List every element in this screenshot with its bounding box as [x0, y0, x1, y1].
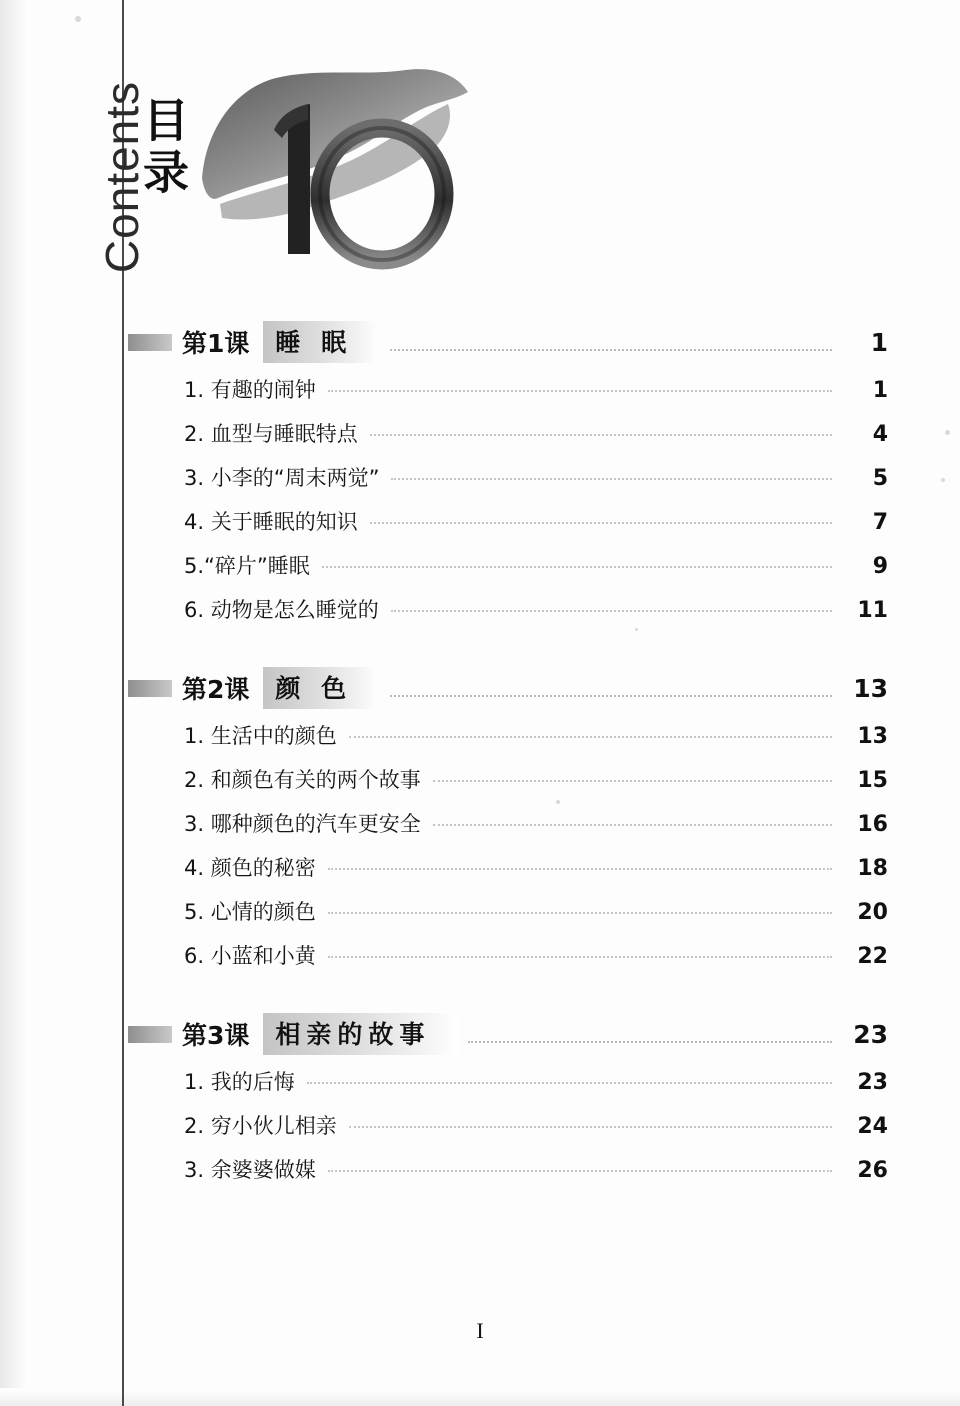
chapter-label: 第1课	[182, 329, 250, 358]
list-item[interactable]	[128, 418, 888, 462]
table-of-contents	[128, 320, 888, 1204]
leader-dots	[391, 610, 832, 612]
entry-page-number: 24	[857, 1114, 888, 1139]
entry-page-number: 16	[857, 812, 888, 837]
leader-dots	[307, 1082, 832, 1084]
entry-text: 2. 和颜色有关的两个故事	[184, 768, 421, 792]
chapter-page-number: 13	[853, 673, 888, 703]
entry-page-number: 4	[872, 422, 888, 447]
list-item[interactable]	[128, 374, 888, 418]
entry-text: 3. 余婆婆做媒	[184, 1158, 316, 1182]
leader-dots	[349, 736, 832, 738]
entry-text: 4. 关于睡眠的知识	[184, 510, 358, 534]
list-item[interactable]	[128, 594, 888, 638]
chapter-title: 颜 色	[275, 674, 353, 703]
chapter-label: 第2课	[182, 675, 250, 704]
leader-dots	[391, 478, 832, 480]
scan-edge-left	[0, 0, 30, 1406]
scan-edge-bottom	[0, 1388, 960, 1406]
list-item[interactable]	[128, 550, 888, 594]
entry-text: 6. 小蓝和小黄	[184, 944, 316, 968]
entry-page-number: 26	[857, 1158, 888, 1183]
entry-text: 3. 哪种颜色的汽车更安全	[184, 812, 421, 836]
leader-dots	[328, 390, 832, 392]
chapter-marker-icon	[128, 1026, 172, 1043]
list-item[interactable]	[128, 808, 888, 852]
entry-text: 2. 穷小伙儿相亲	[184, 1114, 337, 1138]
chapter-block	[128, 1012, 888, 1198]
chapter-block	[128, 320, 888, 638]
scan-speck	[945, 430, 950, 435]
scan-speck	[941, 478, 945, 482]
leader-dots	[433, 780, 832, 782]
list-item[interactable]	[128, 462, 888, 506]
chapter-marker-icon	[128, 680, 172, 697]
chapter-title-box	[263, 1013, 458, 1055]
section-spacer	[128, 990, 888, 1012]
chapter-title: 相亲的故事	[275, 1020, 431, 1049]
entry-page-number: 11	[857, 598, 888, 623]
decorative-brush-number-10	[196, 58, 486, 273]
entry-text: 6. 动物是怎么睡觉的	[184, 598, 379, 622]
chapter-heading[interactable]	[128, 666, 888, 710]
chapter-title-box	[263, 321, 380, 363]
leader-dots	[370, 522, 832, 524]
list-item[interactable]	[128, 506, 888, 550]
leader-dots	[328, 1170, 832, 1172]
leader-dots	[468, 1025, 832, 1043]
chapter-title: 睡 眠	[275, 328, 353, 357]
list-item[interactable]	[128, 940, 888, 984]
list-item[interactable]	[128, 896, 888, 940]
chapter-title-box	[263, 667, 380, 709]
leader-dots	[328, 956, 832, 958]
scan-speck	[75, 16, 81, 22]
page-folio: I	[476, 1318, 484, 1343]
leader-dots	[370, 434, 832, 436]
chapter-block	[128, 666, 888, 984]
leader-dots	[390, 333, 832, 351]
leader-dots	[328, 868, 832, 870]
entry-page-number: 23	[857, 1070, 888, 1095]
chapter-page-number: 1	[870, 327, 888, 357]
list-item[interactable]	[128, 764, 888, 808]
entry-page-number: 7	[872, 510, 888, 535]
list-item[interactable]	[128, 852, 888, 896]
entry-page-number: 1	[872, 378, 888, 403]
page-title: 目录	[136, 96, 190, 200]
entry-text: 1. 有趣的闹钟	[184, 378, 316, 402]
leader-dots	[349, 1126, 832, 1128]
entry-page-number: 20	[857, 900, 888, 925]
section-spacer	[128, 644, 888, 666]
chapter-label: 第3课	[182, 1021, 250, 1050]
list-item[interactable]	[128, 720, 888, 764]
entry-page-number: 15	[857, 768, 888, 793]
entry-text: 2. 血型与睡眠特点	[184, 422, 358, 446]
leader-dots	[390, 679, 832, 697]
entry-text: 4. 颜色的秘密	[184, 856, 316, 880]
contents-vertical-label: Contents	[96, 80, 148, 274]
list-item[interactable]	[128, 1110, 888, 1154]
entry-text: 5.“碎片”睡眠	[184, 554, 310, 578]
entry-text: 1. 生活中的颜色	[184, 724, 337, 748]
entry-page-number: 5	[872, 466, 888, 491]
entry-page-number: 22	[857, 944, 888, 969]
chapter-heading[interactable]	[128, 1012, 888, 1056]
entry-text: 1. 我的后悔	[184, 1070, 295, 1094]
list-item[interactable]	[128, 1066, 888, 1110]
entry-page-number: 13	[857, 724, 888, 749]
chapter-page-number: 23	[853, 1019, 888, 1049]
list-item[interactable]	[128, 1154, 888, 1198]
chapter-marker-icon	[128, 334, 172, 351]
entry-page-number: 18	[857, 856, 888, 881]
entry-text: 5. 心情的颜色	[184, 900, 316, 924]
leader-dots	[322, 566, 832, 568]
chapter-heading[interactable]	[128, 320, 888, 364]
entry-text: 3. 小李的“周末两觉”	[184, 466, 380, 490]
leader-dots	[328, 912, 832, 914]
entry-page-number: 9	[872, 554, 888, 579]
leader-dots	[433, 824, 832, 826]
